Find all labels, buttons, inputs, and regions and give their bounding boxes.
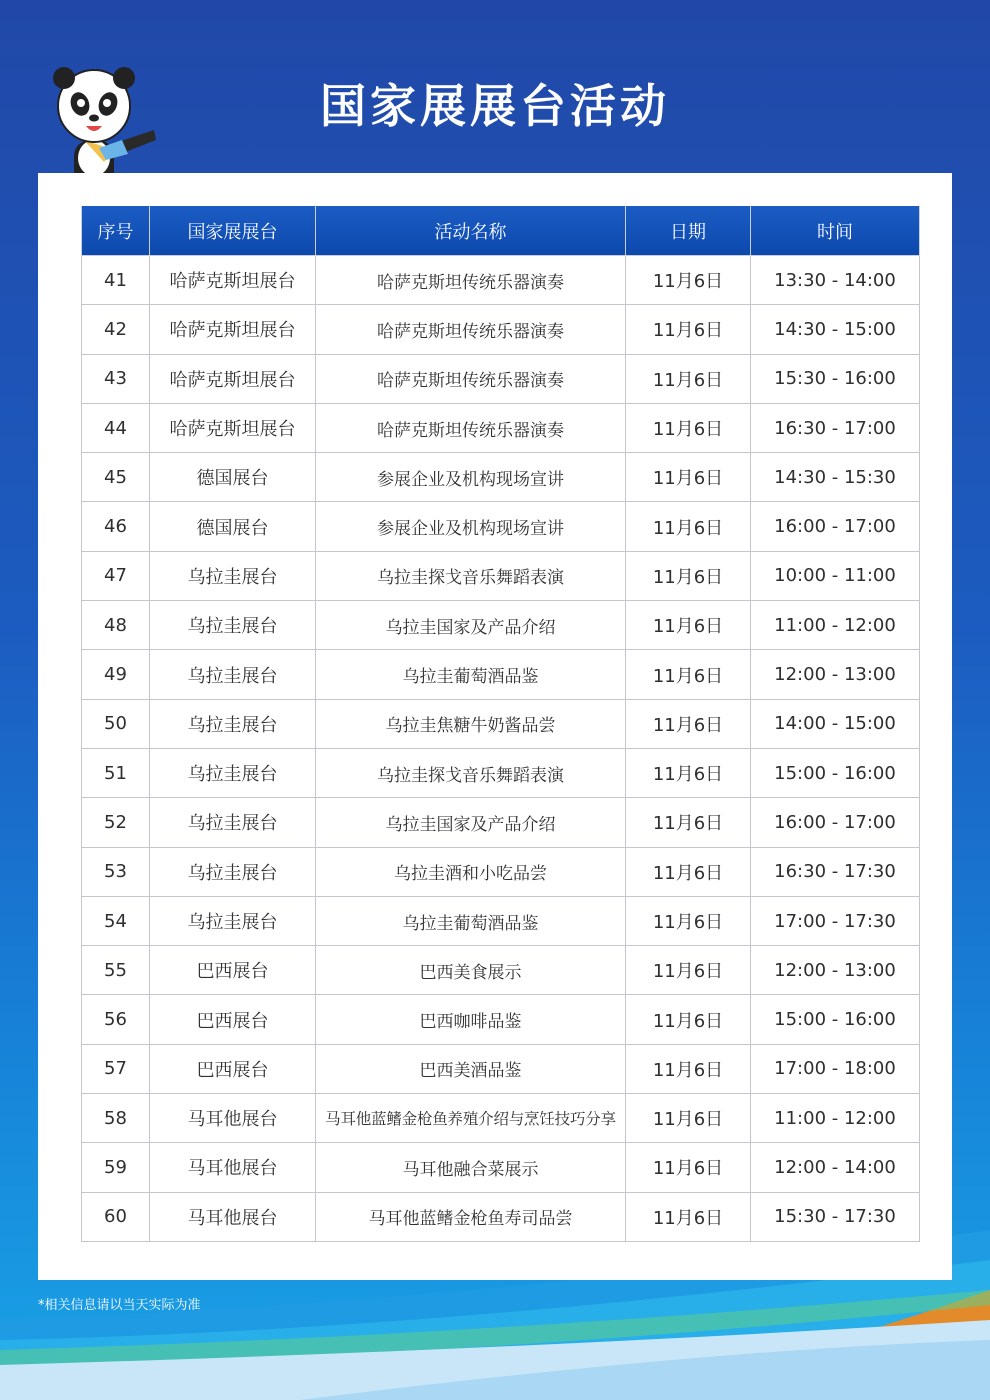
cell-pavilion: 马耳他展台: [150, 1094, 316, 1143]
cell-date: 11月6日: [626, 453, 751, 502]
header-date: 日期: [626, 206, 751, 256]
schedule-card: [38, 173, 952, 1280]
table-row: [82, 1044, 920, 1093]
cell-pavilion: 马耳他展台: [150, 1143, 316, 1192]
header-activity: 活动名称: [316, 206, 626, 256]
cell-time: 12:00 - 13:00: [751, 650, 920, 699]
cell-pavilion: 乌拉圭展台: [150, 601, 316, 650]
cell-time: 17:00 - 18:00: [751, 1044, 920, 1093]
cell-date: 11月6日: [626, 1192, 751, 1241]
table-row: [82, 798, 920, 847]
cell-date: 11月6日: [626, 847, 751, 896]
cell-number: 50: [82, 699, 150, 748]
table-row: [82, 1192, 920, 1241]
table-row: [82, 551, 920, 600]
cell-activity: 乌拉圭探戈音乐舞蹈表演: [316, 551, 626, 600]
cell-pavilion: 乌拉圭展台: [150, 896, 316, 945]
cell-time: 16:00 - 17:00: [751, 798, 920, 847]
cell-activity: 马耳他蓝鳍金枪鱼寿司品尝: [316, 1192, 626, 1241]
cell-number: 45: [82, 453, 150, 502]
cell-date: 11月6日: [626, 995, 751, 1044]
header-time: 时间: [751, 206, 920, 256]
cell-activity: 巴西咖啡品鉴: [316, 995, 626, 1044]
cell-date: 11月6日: [626, 502, 751, 551]
cell-activity: 哈萨克斯坦传统乐器演奏: [316, 403, 626, 452]
cell-pavilion: 乌拉圭展台: [150, 798, 316, 847]
cell-pavilion: 马耳他展台: [150, 1192, 316, 1241]
cell-time: 15:00 - 16:00: [751, 995, 920, 1044]
cell-time: 14:30 - 15:30: [751, 453, 920, 502]
cell-time: 11:00 - 12:00: [751, 1094, 920, 1143]
cell-date: 11月6日: [626, 256, 751, 305]
cell-activity: 参展企业及机构现场宣讲: [316, 502, 626, 551]
cell-activity: 乌拉圭探戈音乐舞蹈表演: [316, 748, 626, 797]
activity-table: [81, 206, 920, 1242]
table-row: [82, 305, 920, 354]
table-row: [82, 453, 920, 502]
table-row: [82, 502, 920, 551]
cell-date: 11月6日: [626, 1094, 751, 1143]
cell-activity: 乌拉圭国家及产品介绍: [316, 798, 626, 847]
cell-activity: 参展企业及机构现场宣讲: [316, 453, 626, 502]
cell-date: 11月6日: [626, 1143, 751, 1192]
cell-number: 54: [82, 896, 150, 945]
cell-date: 11月6日: [626, 896, 751, 945]
cell-number: 48: [82, 601, 150, 650]
cell-time: 15:30 - 16:00: [751, 354, 920, 403]
cell-activity: 马耳他融合菜展示: [316, 1143, 626, 1192]
cell-pavilion: 乌拉圭展台: [150, 748, 316, 797]
table-row: [82, 748, 920, 797]
cell-number: 59: [82, 1143, 150, 1192]
cell-number: 46: [82, 502, 150, 551]
cell-number: 55: [82, 946, 150, 995]
cell-activity: 乌拉圭葡萄酒品鉴: [316, 896, 626, 945]
cell-date: 11月6日: [626, 551, 751, 600]
cell-pavilion: 乌拉圭展台: [150, 551, 316, 600]
cell-time: 14:00 - 15:00: [751, 699, 920, 748]
cell-pavilion: 乌拉圭展台: [150, 650, 316, 699]
cell-activity: 哈萨克斯坦传统乐器演奏: [316, 354, 626, 403]
cell-activity: 巴西美食展示: [316, 946, 626, 995]
cell-date: 11月6日: [626, 946, 751, 995]
cell-time: 14:30 - 15:00: [751, 305, 920, 354]
cell-time: 16:30 - 17:30: [751, 847, 920, 896]
cell-number: 44: [82, 403, 150, 452]
table-row: [82, 256, 920, 305]
cell-time: 15:30 - 17:30: [751, 1192, 920, 1241]
cell-number: 57: [82, 1044, 150, 1093]
cell-pavilion: 哈萨克斯坦展台: [150, 403, 316, 452]
table-row: [82, 896, 920, 945]
cell-time: 12:00 - 13:00: [751, 946, 920, 995]
cell-number: 56: [82, 995, 150, 1044]
header-number: 序号: [82, 206, 150, 256]
cell-number: 58: [82, 1094, 150, 1143]
cell-activity: 巴西美酒品鉴: [316, 1044, 626, 1093]
cell-activity: 乌拉圭酒和小吃品尝: [316, 847, 626, 896]
cell-date: 11月6日: [626, 403, 751, 452]
cell-time: 11:00 - 12:00: [751, 601, 920, 650]
cell-pavilion: 哈萨克斯坦展台: [150, 256, 316, 305]
cell-number: 52: [82, 798, 150, 847]
cell-number: 60: [82, 1192, 150, 1241]
cell-pavilion: 乌拉圭展台: [150, 699, 316, 748]
table-row: [82, 847, 920, 896]
cell-pavilion: 德国展台: [150, 502, 316, 551]
cell-activity: 乌拉圭焦糖牛奶酱品尝: [316, 699, 626, 748]
table-row: [82, 403, 920, 452]
table-row: [82, 601, 920, 650]
cell-date: 11月6日: [626, 1044, 751, 1093]
cell-number: 42: [82, 305, 150, 354]
cell-pavilion: 乌拉圭展台: [150, 847, 316, 896]
cell-time: 16:00 - 17:00: [751, 502, 920, 551]
table-row: [82, 946, 920, 995]
header-pavilion: 国家展展台: [150, 206, 316, 256]
cell-time: 10:00 - 11:00: [751, 551, 920, 600]
cell-pavilion: 巴西展台: [150, 1044, 316, 1093]
cell-pavilion: 哈萨克斯坦展台: [150, 305, 316, 354]
cell-time: 13:30 - 14:00: [751, 256, 920, 305]
table-row: [82, 650, 920, 699]
cell-number: 51: [82, 748, 150, 797]
cell-activity: 乌拉圭葡萄酒品鉴: [316, 650, 626, 699]
cell-activity: 哈萨克斯坦传统乐器演奏: [316, 305, 626, 354]
cell-date: 11月6日: [626, 699, 751, 748]
cell-time: 16:30 - 17:00: [751, 403, 920, 452]
page-title: 国家展展台活动: [320, 79, 670, 133]
cell-number: 43: [82, 354, 150, 403]
cell-pavilion: 德国展台: [150, 453, 316, 502]
cell-number: 41: [82, 256, 150, 305]
cell-time: 15:00 - 16:00: [751, 748, 920, 797]
table-row: [82, 354, 920, 403]
cell-activity: 乌拉圭国家及产品介绍: [316, 601, 626, 650]
cell-activity: 哈萨克斯坦传统乐器演奏: [316, 256, 626, 305]
cell-time: 17:00 - 17:30: [751, 896, 920, 945]
cell-date: 11月6日: [626, 650, 751, 699]
cell-number: 49: [82, 650, 150, 699]
cell-date: 11月6日: [626, 748, 751, 797]
cell-pavilion: 哈萨克斯坦展台: [150, 354, 316, 403]
table-header-row: [82, 206, 920, 256]
cell-number: 47: [82, 551, 150, 600]
cell-activity: 马耳他蓝鳍金枪鱼养殖介绍与烹饪技巧分享: [316, 1094, 626, 1143]
cell-date: 11月6日: [626, 305, 751, 354]
table-row: [82, 995, 920, 1044]
cell-date: 11月6日: [626, 798, 751, 847]
cell-date: 11月6日: [626, 354, 751, 403]
cell-time: 12:00 - 14:00: [751, 1143, 920, 1192]
cell-pavilion: 巴西展台: [150, 995, 316, 1044]
table-row: [82, 1143, 920, 1192]
table-row: [82, 1094, 920, 1143]
cell-number: 53: [82, 847, 150, 896]
cell-date: 11月6日: [626, 601, 751, 650]
table-row: [82, 699, 920, 748]
table-body: [82, 256, 920, 1242]
cell-pavilion: 巴西展台: [150, 946, 316, 995]
footnote: *相关信息请以当天实际为准: [38, 1298, 201, 1313]
